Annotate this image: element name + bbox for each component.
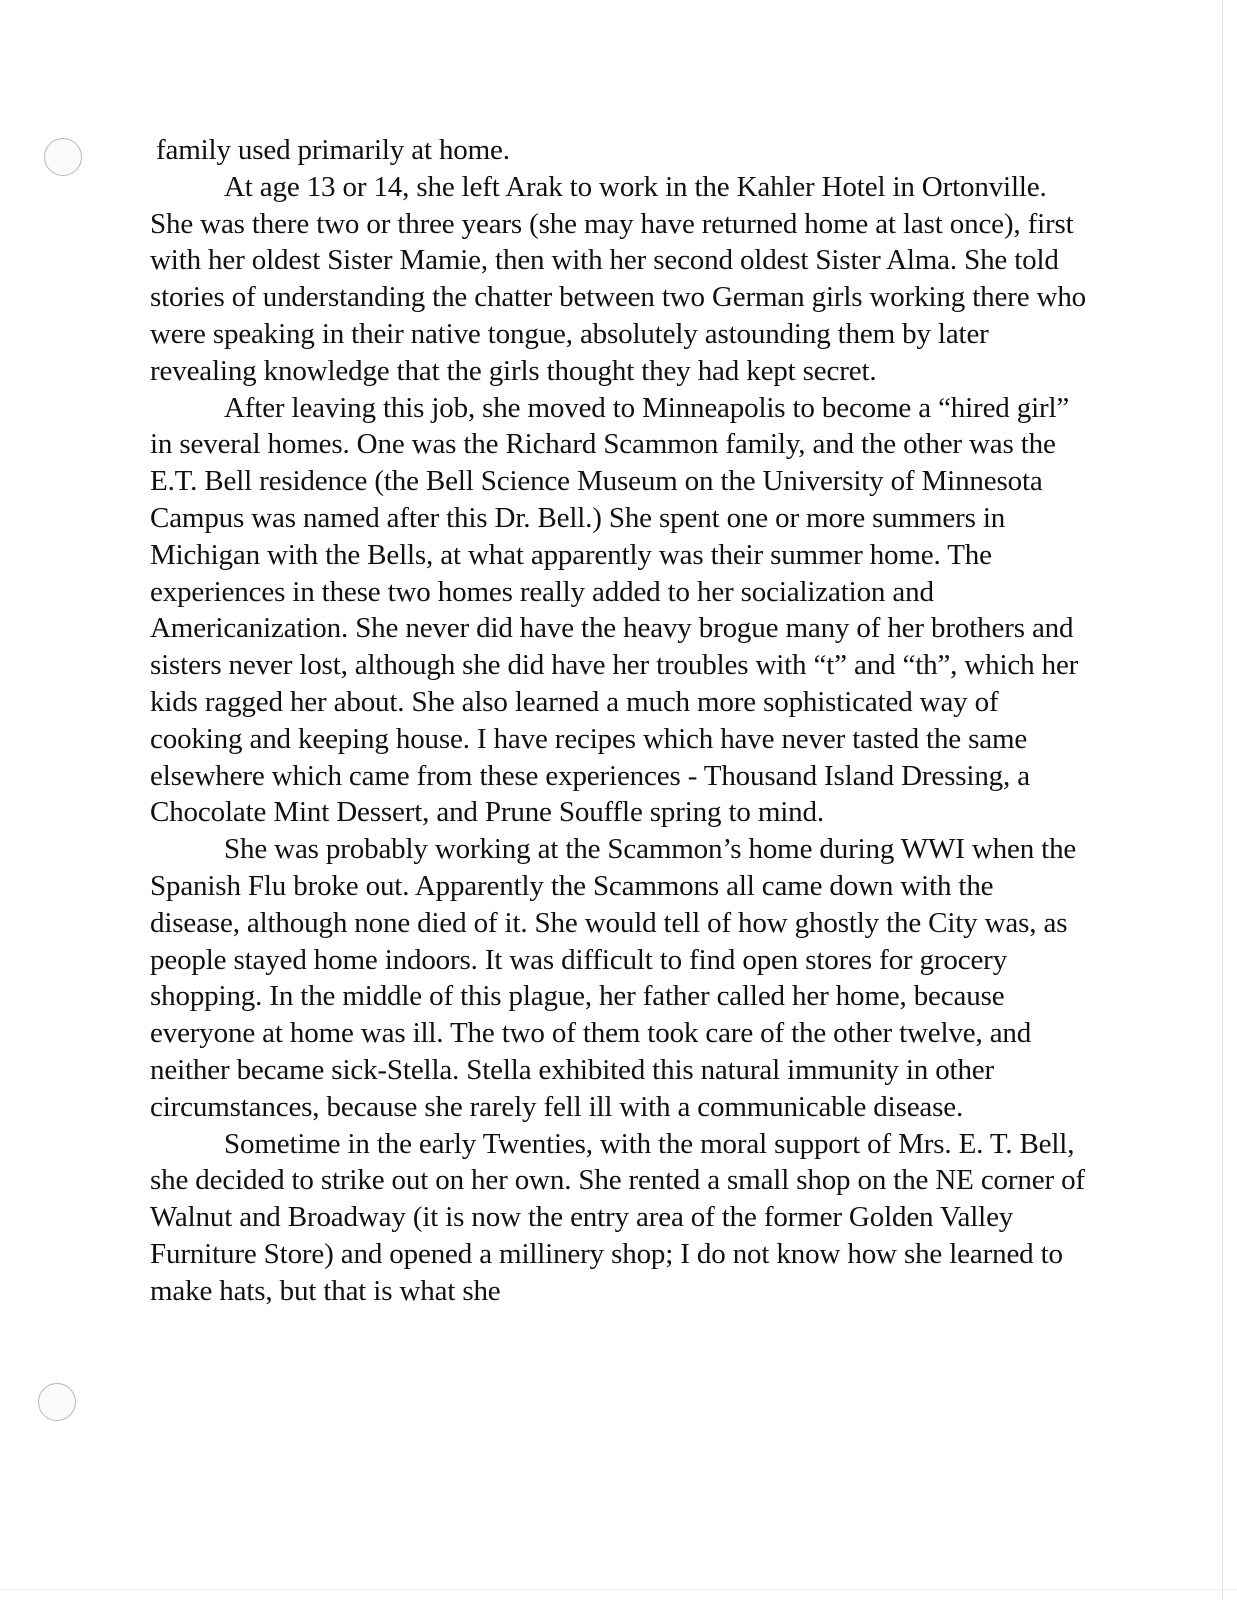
- punch-hole-top: [44, 138, 82, 176]
- page-edge-bottom: [0, 1589, 1237, 1590]
- paragraph-hired-girl: After leaving this job, she moved to Minneapolis to become a “hired girl” in several homes. One was the Richard Scammon family, and the other was the E.T. Bell residence (the Bell Science Museum on the University of Minnesota Campus was named after this Dr. Bell.) She spent one or more summers in Michigan with the Bells, at what apparently was their summer home. The experiences in these two homes really added to her socialization and Americanization. She never did have the heavy brogue many of her brothers and sisters never lost, although she did have her troubles with “t” and “th”, which her kids ragged her about. She also learned a much more sophisticated way of cooking and keeping house. I have recipes which have never tasted the same elsewhere which came from these experiences - Thousand Island Dressing, a Chocolate Mint Dessert, and Prune Souffle spring to mind.: [150, 391, 1079, 829]
- document-body: [150, 132, 1090, 1310]
- page-edge-right: [1222, 0, 1223, 1600]
- paragraph-kahler-hotel: At age 13 or 14, she left Arak to work in the Kahler Hotel in Ortonville. She was there two or three years (she may have returned home at last once), first with her oldest Sister Mamie, then with her second oldest Sister Alma. She told stories of understanding the chatter between two German girls working there who were speaking in their native tongue, absolutely astounding them by later revealing knowledge that the girls thought they had kept secret.: [150, 170, 1087, 387]
- punch-hole-bottom: [38, 1383, 76, 1421]
- paragraph-continuation: family used primarily at home.: [156, 134, 510, 166]
- paragraph-spanish-flu: She was probably working at the Scammon’s home during WWI when the Spanish Flu broke out. Apparently the Scammons all came down with the disease, although none died of it. She would tell of how ghostly the City was, as people stayed home indoors. It was difficult to find open stores for grocery shopping. In the middle of this plague, her father called her home, because everyone at home was ill. The two of them took care of the other twelve, and neither became sick-Stella. Stella exhibited this natural immunity in other circumstances, because she rarely fell ill with a communicable disease.: [150, 833, 1077, 1123]
- paragraph-millinery-shop: Sometime in the early Twenties, with the moral support of Mrs. E. T. Bell, she decided to strike out on her own. She rented a small shop on the NE corner of Walnut and Broadway (it is now the entry area of the former Golden Valley Furniture Store) and opened a millinery shop; I do not know how she learned to make hats, but that is what she: [150, 1127, 1085, 1307]
